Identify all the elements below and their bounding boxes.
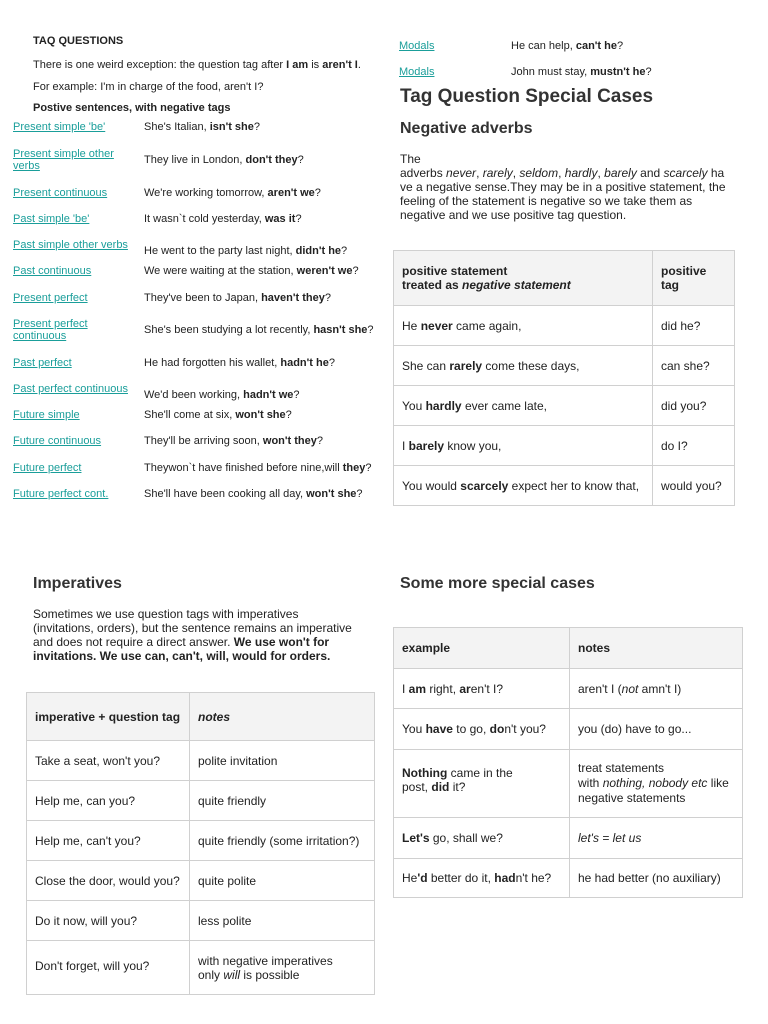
special-cases-title: Tag Question Special Cases	[400, 86, 654, 107]
tense-link[interactable]: Future continuous	[13, 435, 102, 447]
tense-link[interactable]: Future perfect	[13, 462, 82, 474]
imperatives-title: Imperatives	[33, 575, 122, 592]
table-header	[394, 251, 735, 306]
tense-link[interactable]: Present continuous	[13, 187, 108, 199]
tense-link[interactable]: Future perfect cont.	[13, 488, 109, 500]
header-cell: positive statement treated as negative statement	[394, 251, 653, 306]
table-row: I am right, aren't I? aren't I (not amn't I)	[394, 669, 743, 709]
tense-link[interactable]: Present simple other verbs	[13, 148, 114, 172]
tense-example: They'll be arriving soon, won't they?	[144, 435, 323, 447]
table-row: I barely know you, do I?	[394, 426, 735, 466]
table-row: She can rarely come these days, can she?	[394, 346, 735, 386]
table-row: He never came again, did he?	[394, 306, 735, 346]
imperatives-table	[26, 692, 375, 995]
tense-example: She'll have been cooking all day, won't she?	[144, 488, 363, 500]
page-title: TAQ QUESTIONS	[33, 35, 124, 47]
table-row: Nothing came in the post, did it? treat statements with nothing, nobody etc like negative statements	[394, 750, 743, 818]
tense-link[interactable]: Past perfect continuous	[13, 383, 128, 395]
modal-row	[399, 66, 759, 79]
table-row: Help me, can you? quite friendly	[27, 781, 375, 821]
imperatives-text: Sometimes we use question tags with imperatives (invitations, orders), but the sentence remains an imperative and does not require a direct answer. We use won't for invitations. We use can, can't, will, would for orders.	[33, 607, 352, 663]
tense-example: She's been studying a lot recently, hasn't she?	[144, 324, 374, 336]
tense-link[interactable]: Past simple 'be'	[13, 213, 90, 225]
tense-example: We were waiting at the station, weren't we?	[144, 265, 359, 277]
modals-link[interactable]: Modals	[399, 40, 435, 52]
table-row: Let's go, shall we? let's = let us	[394, 818, 743, 859]
table-header	[27, 693, 375, 741]
table-row: Close the door, would you? quite polite	[27, 861, 375, 901]
modal-row	[399, 40, 759, 53]
header-cell: notes	[570, 628, 743, 669]
tense-link[interactable]: Future simple	[13, 409, 80, 421]
table-row: You hardly ever came late, did you?	[394, 386, 735, 426]
header-cell: notes	[190, 693, 375, 741]
tense-example: She's Italian, isn't she?	[144, 121, 261, 133]
table-row: You would scarcely expect her to know that, would you?	[394, 466, 735, 506]
tense-example: We're working tomorrow, aren't we?	[144, 187, 321, 199]
table-row: Don't forget, will you? with negative imperatives only will is possible	[27, 941, 375, 995]
tense-example: They've been to Japan, haven't they?	[144, 292, 331, 304]
intro-text: There is one weird exception: the question tag after I am is aren't I.	[33, 59, 361, 71]
negative-adverbs-text: The adverbs never, rarely, seldom, hardly, barely and scarcely ha ve a negative sense.They may be in a positive statement, the feeling of the statement is negative so we take them as negative and we use positive tag question.	[400, 152, 726, 222]
tense-example: She'll come at six, won't she?	[144, 409, 292, 421]
negative-adverbs-table	[393, 250, 735, 506]
example-text: For example: I'm in charge of the food, aren't I?	[33, 81, 264, 93]
header-cell: imperative + question tag	[27, 693, 190, 741]
tense-link[interactable]: Past simple other verbs	[13, 239, 128, 251]
tense-link[interactable]: Past perfect	[13, 357, 72, 369]
tense-example: They live in London, don't they?	[144, 154, 304, 166]
modals-link[interactable]: Modals	[399, 66, 435, 78]
tense-link[interactable]: Past continuous	[13, 265, 92, 277]
header-cell: example	[394, 628, 570, 669]
negative-adverbs-title: Negative adverbs	[400, 120, 533, 137]
table-row: Help me, can't you? quite friendly (some irritation?)	[27, 821, 375, 861]
tense-example: He went to the party last night, didn't he?	[144, 245, 348, 257]
tense-link[interactable]: Present perfect	[13, 292, 88, 304]
tense-example: It wasn`t cold yesterday, was it?	[144, 213, 302, 225]
tense-example: Theywon`t have finished before nine,will they?	[144, 462, 372, 474]
modal-example: John must stay, mustn't he?	[511, 66, 652, 78]
tense-example: He had forgotten his wallet, hadn't he?	[144, 357, 335, 369]
tense-example: We'd been working, hadn't we?	[144, 389, 300, 401]
subtitle: Postive sentences, with negative tags	[33, 102, 231, 114]
tense-link[interactable]: Present perfect continuous	[13, 318, 88, 342]
more-cases-table	[393, 627, 743, 898]
tense-link[interactable]: Present simple 'be'	[13, 121, 106, 133]
table-row: You have to go, don't you? you (do) have to go...	[394, 709, 743, 750]
modal-example: He can help, can't he?	[511, 40, 624, 52]
header-cell: positive tag	[653, 251, 735, 306]
table-header	[394, 628, 743, 669]
table-row: He'd better do it, hadn't he? he had better (no auxiliary)	[394, 859, 743, 898]
table-row: Take a seat, won't you? polite invitation	[27, 741, 375, 781]
more-cases-title: Some more special cases	[400, 575, 595, 592]
table-row: Do it now, will you? less polite	[27, 901, 375, 941]
